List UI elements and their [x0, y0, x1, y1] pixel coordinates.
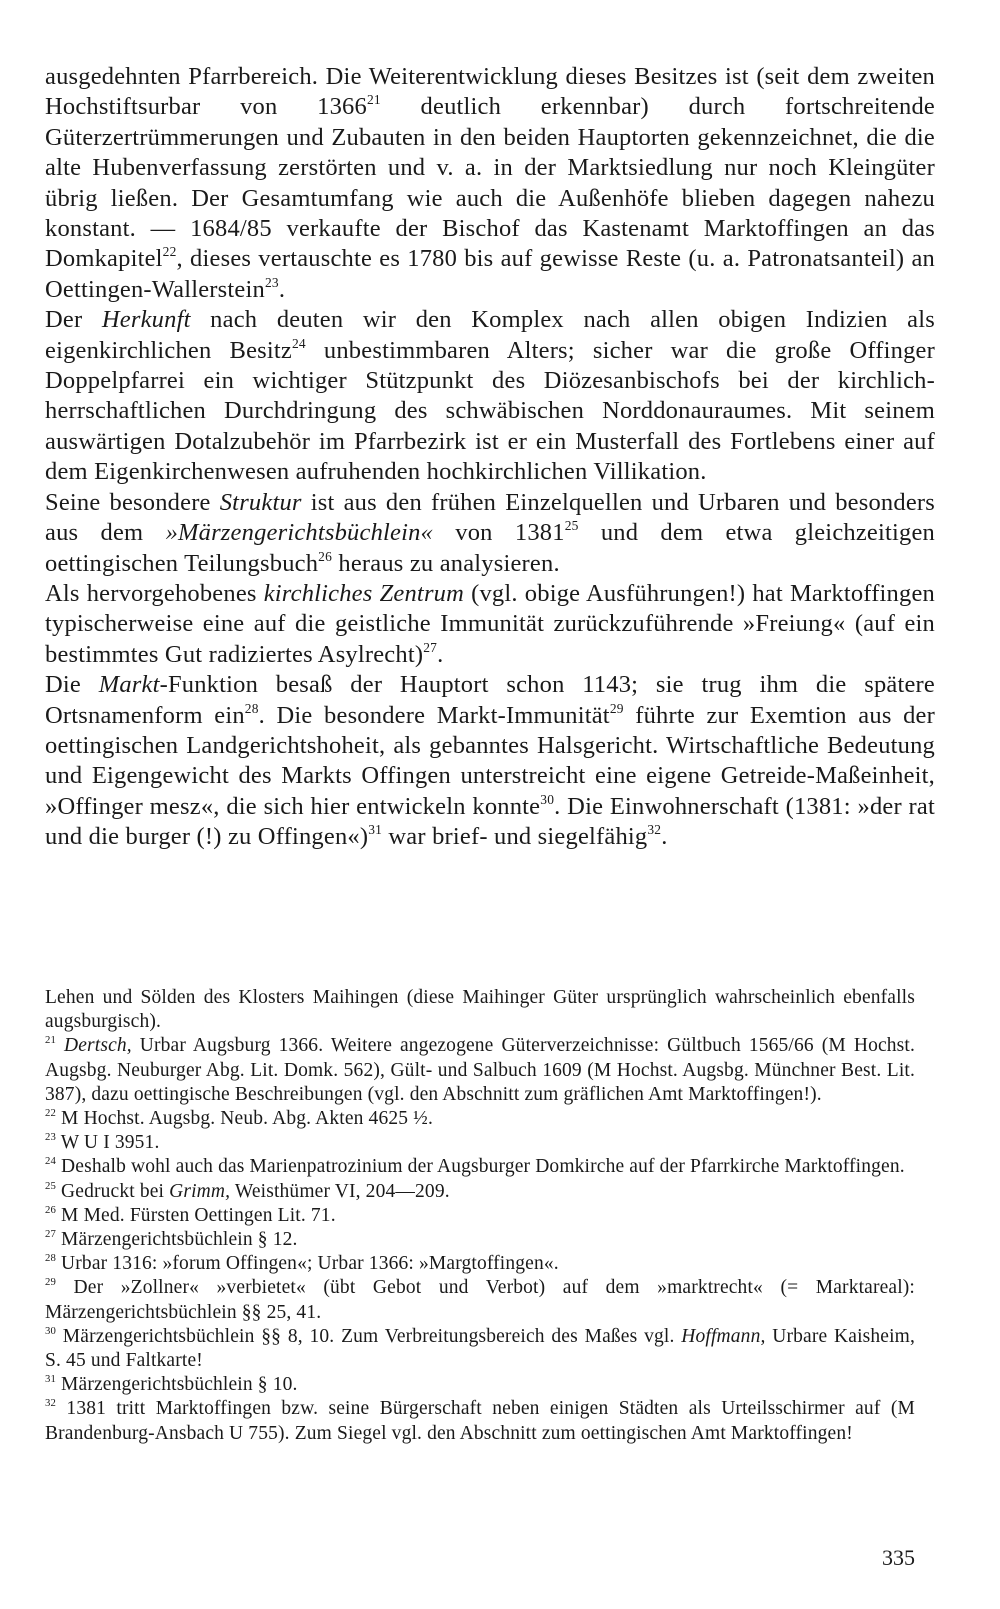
footnote-ref: 23: [264, 274, 279, 290]
footnotes: [45, 986, 915, 1446]
text-run: Deshalb wohl auch das Marienpatrozinium der Augsburger Domkirche auf der Pfarrkirche Marktoffingen.: [56, 1156, 905, 1178]
footnote-ref: 28: [45, 1252, 57, 1265]
italic-text: Grimm,: [169, 1180, 231, 1202]
footnote: [45, 1180, 915, 1204]
text-run: 1381 tritt Marktoffingen bzw. seine Bürgerschaft neben einigen Städten als Urteilsschirmer auf (M Brandenburg-Ansbach U 755). Zum Siegel vgl. den Abschnitt zum oettingischen Amt Marktoffingen!: [45, 1398, 915, 1444]
footnote: [45, 1373, 915, 1397]
text-run: . Die besondere Markt-Immunität: [258, 701, 610, 729]
footnote: [45, 1397, 915, 1445]
text-run: Urbar 1316: »forum Offingen«; Urbar 1366: »Margtoffingen«.: [56, 1253, 559, 1275]
footnote: [45, 1155, 915, 1179]
footnote-ref: 24: [291, 335, 306, 351]
footnote-ref: 30: [45, 1324, 57, 1337]
footnote: [45, 1276, 915, 1324]
text-run: -Funktion besaß der Hauptort schon 1143; sie trug ihm die spätere Ortsnamenform ein: [45, 671, 935, 729]
page: [45, 62, 935, 1444]
text-run: Seine besondere: [45, 488, 220, 516]
footnote-ref: 23: [45, 1131, 57, 1144]
footnote-ref: 31: [368, 822, 383, 838]
text-run: Märzengerichtsbüchlein §§ 8, 10. Zum Verbreitungsbereich des Maßes vgl.: [56, 1325, 682, 1347]
footnote-ref: 29: [609, 700, 624, 716]
text-run: nach deuten wir den Komplex nach allen obigen Indizien als eigenkirchlichen Besitz: [45, 306, 935, 364]
paragraph: [45, 62, 935, 305]
footnote-ref: 27: [45, 1228, 57, 1240]
text-run: . Die Einwohnerschaft (1381: »der rat und die burger (!) zu Offingen«): [45, 792, 935, 851]
text-run: .: [437, 640, 444, 668]
footnote-ref: 30: [540, 791, 555, 807]
text-run: Urbar Augsburg 1366. Weitere angezogene Güterverzeichnisse: Gültbuch 1565/66 (M Hochst. Augsbg. Neuburger Abg. Lit. Domk. 562), Gült- und Salbuch 1609 (M Hochst. Augsbg. Münchner Best. Lit. 387), dazu oettingische Beschreibungen (vgl. den Abschnitt zum gräflichen Amt Marktoffingen!).: [45, 1035, 916, 1105]
footnote-ref: 32: [45, 1397, 57, 1410]
text-run: und dem etwa gleichzeitigen oettingischen Teilungsbuch: [45, 519, 935, 577]
paragraph: [45, 305, 935, 487]
footnote-ref: 31: [45, 1373, 57, 1386]
footnote: [45, 1228, 915, 1252]
footnote-ref: 22: [162, 244, 177, 260]
text-run: M Med. Fürsten Oettingen Lit. 71.: [56, 1204, 336, 1226]
text-run: Die: [45, 671, 99, 699]
text-run: W U I 3951.: [56, 1132, 160, 1154]
text-run: Als hervorgehobenes: [45, 579, 264, 607]
text-run: M Hochst. Augsbg. Neub. Abg. Akten 4625 ½.: [56, 1108, 433, 1130]
paragraph: [45, 579, 935, 670]
text-run: Gedruckt bei: [56, 1180, 170, 1202]
text-run: Lehen und Sölden des Klosters Maihingen (diese Maihinger Güter ursprünglich wahrscheinlich ebenfalls augsburgisch).: [45, 987, 915, 1033]
footnote-ref: 22: [45, 1106, 57, 1119]
italic-text: kirchliches Zentrum: [263, 579, 465, 607]
italic-text: Markt: [98, 671, 160, 699]
text-run: Märzengerichtsbüchlein § 12.: [56, 1229, 298, 1251]
footnote-ref: 24: [45, 1155, 57, 1168]
footnote-ref: 29: [45, 1276, 57, 1289]
italic-text: Struktur: [219, 488, 302, 516]
footnote-ref: 28: [244, 700, 259, 716]
footnote: [45, 1107, 915, 1131]
main-text: [45, 62, 935, 853]
footnote-ref: 25: [564, 518, 579, 533]
footnote-ref: 25: [45, 1179, 57, 1192]
text-run: Urbare Kaisheim, S. 45 und Faltkarte!: [45, 1325, 916, 1372]
text-run: deutlich erkennbar) durch fortschreitende Güterzertrümmerungen und Zubauten in den beiden Hauptorten gekennzeichnet, die die alte Hubenverfassung zerstörten und v. a. in der Marktsiedlung nur noch Kleingüter übrig ließen. Der Gesamtumfang wie auch die Außenhöfe blieben dagegen nahezu konstant. — 1684/85 verkaufte der Bischof das Kastenamt Marktoffingen an das Domkapitel: [45, 93, 935, 273]
text-run: ausgedehnten Pfarrbereich. Die Weiterentwicklung dieses Besitzes ist (seit dem zweiten Hochstiftsurbar von 1366: [45, 63, 935, 121]
footnote-ref: 21: [366, 92, 381, 108]
italic-text: Herkunft: [101, 306, 191, 334]
footnote: [45, 1204, 915, 1228]
text-run: Weisthümer VI, 204—209.: [230, 1180, 450, 1202]
footnote-ref: 26: [318, 548, 333, 564]
text-run: (vgl. obige Ausführungen!) hat Marktoffingen typischerweise eine auf die geistliche Immunität zurückzuführende »Freiung« (auf ein bestimmtes Gut radiziertes Asylrecht): [45, 579, 935, 668]
footnote: [45, 1252, 915, 1276]
text-run: .: [661, 823, 668, 851]
text-run: war brief- und siegelfähig: [382, 823, 648, 851]
italic-text: Dertsch,: [64, 1035, 132, 1057]
text-run: ist aus den frühen Einzelquellen und Urbaren und besonders aus dem: [45, 488, 935, 547]
footnote: [45, 1131, 915, 1155]
text-run: [56, 1035, 64, 1056]
footnote: [45, 986, 915, 1034]
text-run: heraus zu analysieren.: [332, 549, 560, 577]
footnote: [45, 1034, 915, 1107]
paragraph: [45, 670, 935, 852]
italic-text: »Märzengerichtsbüchlein«: [165, 519, 434, 547]
italic-text: Hoffmann,: [681, 1325, 766, 1347]
page-number: 335: [882, 1545, 915, 1570]
text-run: führte zur Exemtion aus der oettingischen Landgerichtshoheit, als gebanntes Halsgericht. Wirtschaftliche Bedeutung und Eigengewicht des Markts Offingen unterstreicht eine eigene Getreide-Maßeinheit, »Offinger mesz«, die sich hier entwickeln konnte: [45, 701, 935, 820]
text-run: Der »Zollner« »verbietet« (übt Gebot und Verbot) auf dem »marktrecht« (= Marktareal): Märzengerichtsbüchlein §§ 25, 41.: [45, 1277, 915, 1323]
footnote-ref: 32: [647, 822, 662, 838]
footnote-ref: 27: [423, 639, 438, 655]
text-run: von 1381: [433, 519, 565, 547]
text-run: Der: [45, 306, 102, 334]
text-run: .: [278, 275, 286, 303]
footnote-ref: 21: [45, 1034, 57, 1047]
text-run: unbestimmbaren Alters; sicher war die große Offinger Doppelpfarrei ein wichtiger Stützpunkt des Diözesanbischofs bei der kirchlich-herrschaftlichen Durchdringung des schwäbischen Norddonauraumes. Mit seinem auswärtigen Dotalzubehör im Pfarrbezirk ist er ein Musterfall des Fortlebens einer auf dem Eigenkirchenwesen aufruhenden hochkirchlichen Villikation.: [45, 336, 935, 486]
footnote: [45, 1325, 915, 1373]
paragraph: [45, 488, 935, 579]
text-run: Märzengerichtsbüchlein § 10.: [56, 1374, 298, 1396]
text-run: , dieses vertauschte es 1780 bis auf gewisse Reste (u. a. Patronatsanteil) an Oettingen-Wallerstein: [45, 245, 935, 303]
footnote-ref: 26: [45, 1203, 57, 1216]
